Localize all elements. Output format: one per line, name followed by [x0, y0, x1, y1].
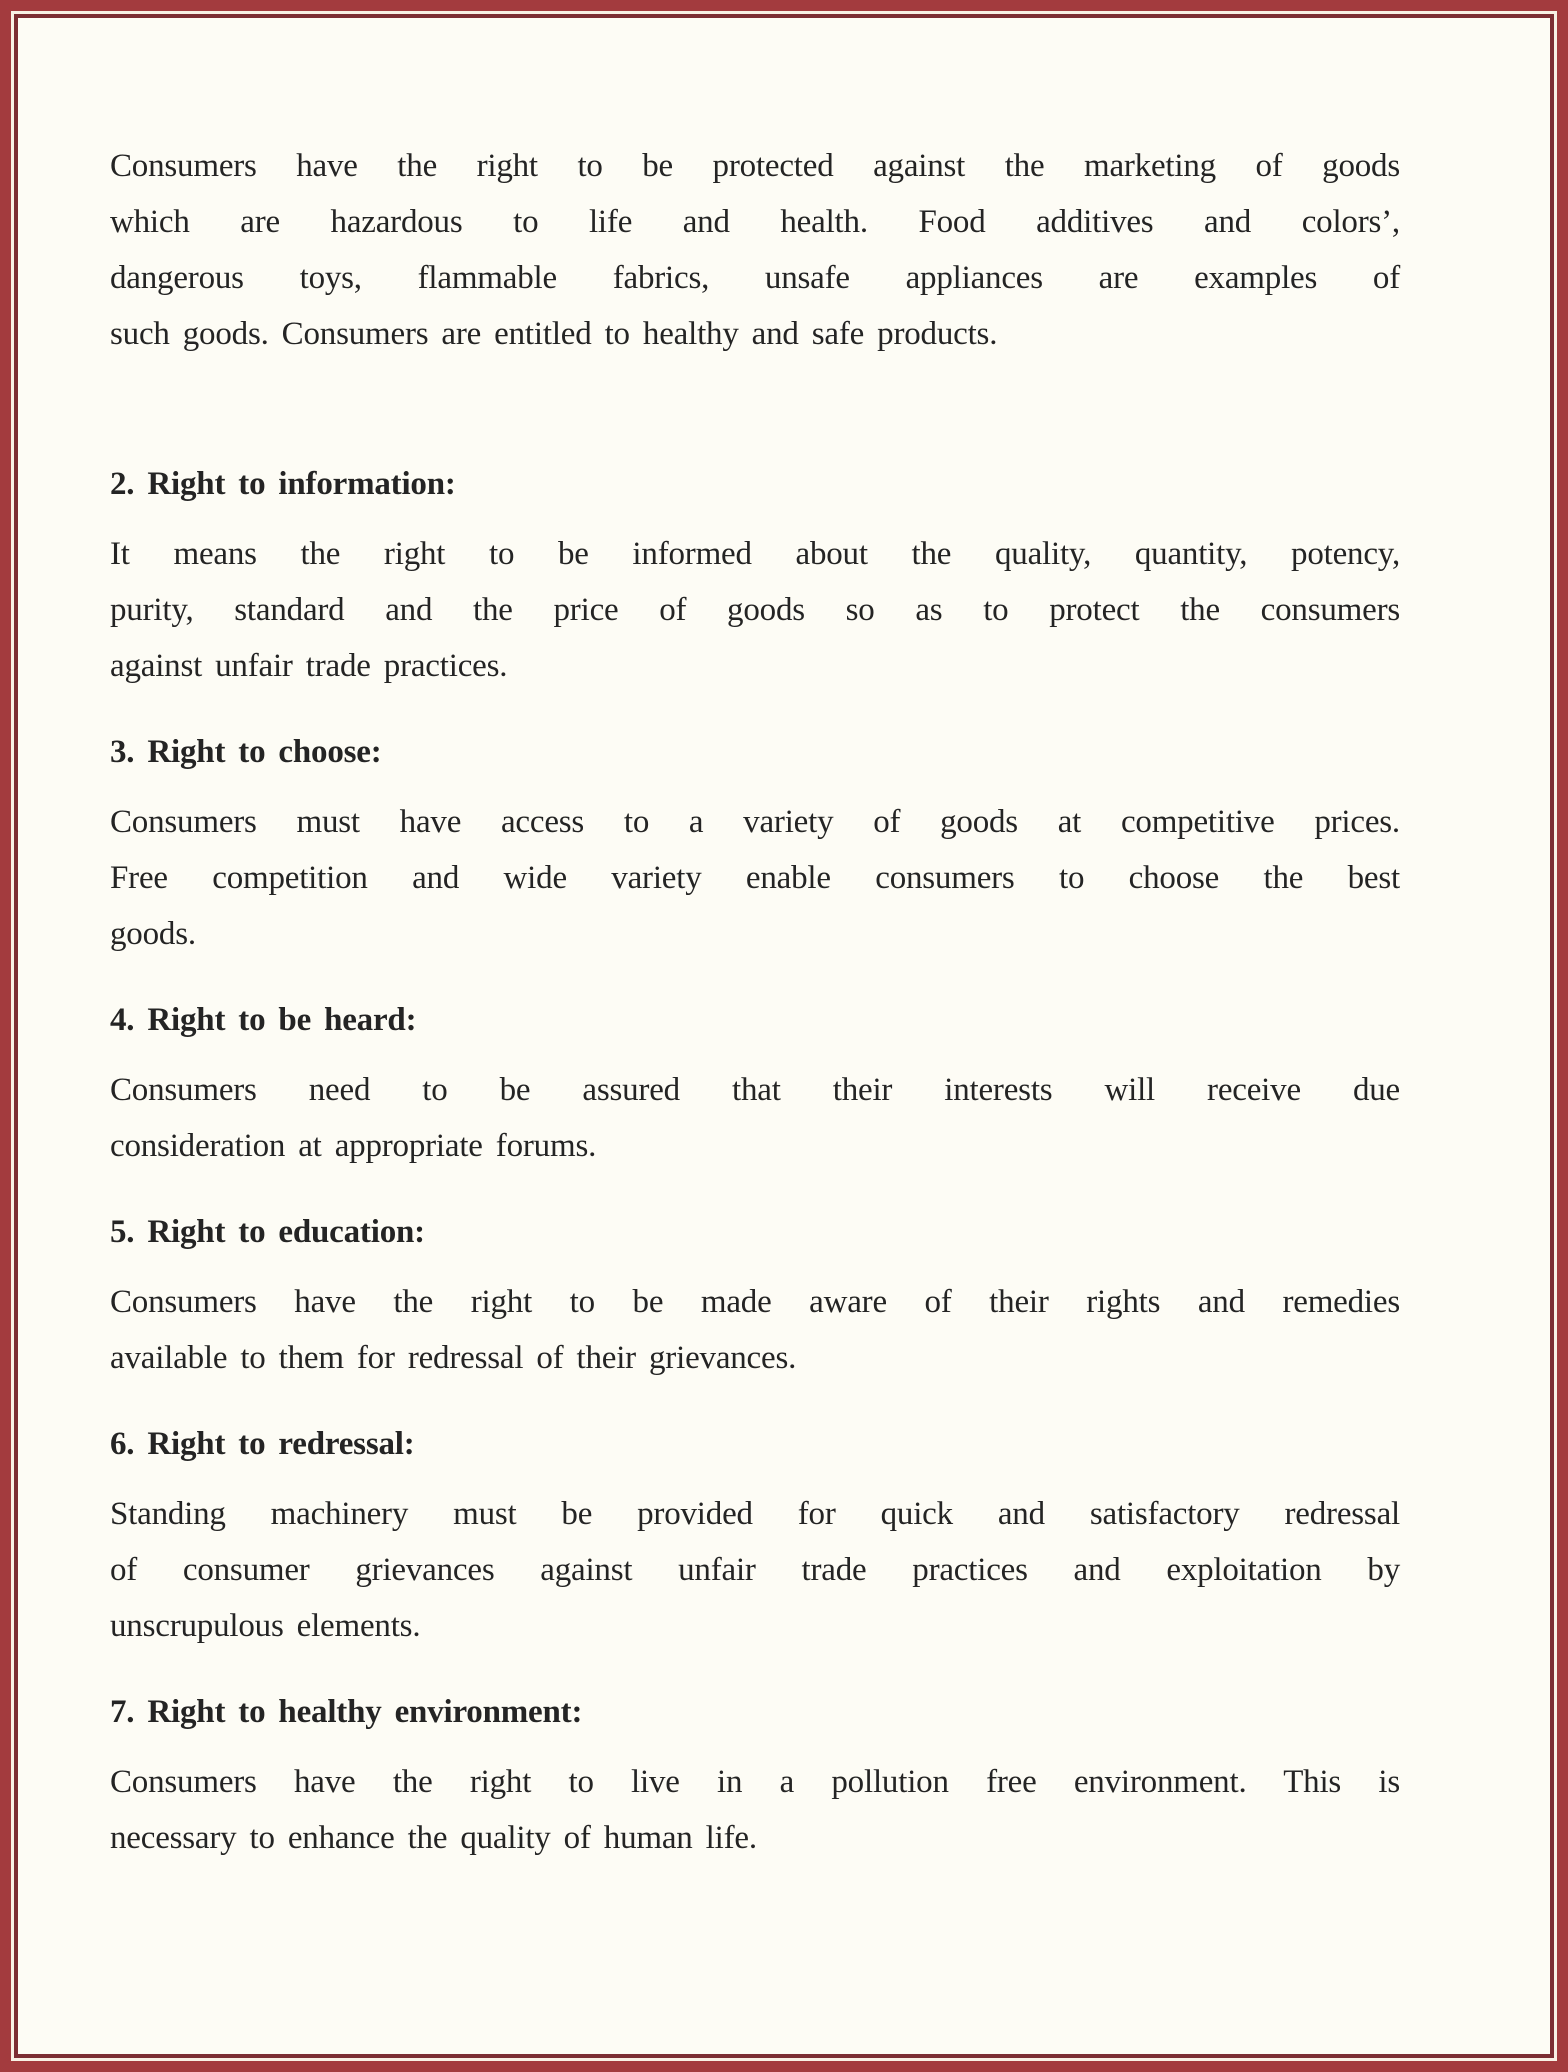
text-line: unscrupulous elements.	[110, 1608, 421, 1644]
section-paragraph	[110, 1062, 1400, 1174]
section-paragraph	[110, 1274, 1400, 1386]
section-heading: 6. Right to redressal:	[110, 1426, 415, 1462]
section-heading: 2. Right to information:	[110, 466, 456, 502]
text-line: necessary to enhance the quality of human life.	[110, 1820, 757, 1856]
section	[110, 1422, 1400, 1654]
section-heading: 7. Right to healthy environment:	[110, 1694, 583, 1730]
text-line: goods.	[110, 916, 196, 952]
text-line: dangerous toys, flammable fabrics, unsafe appliances are examples of	[110, 260, 1400, 296]
section-paragraph	[110, 1486, 1400, 1654]
text-line: Standing machinery must be provided for quick and satisfactory redressal	[110, 1496, 1400, 1532]
text-line: Consumers have the right to live in a pollution free environment. This is	[110, 1764, 1400, 1800]
text-line: of consumer grievances against unfair trade practices and exploitation by	[110, 1552, 1400, 1588]
section-paragraph	[110, 794, 1400, 962]
text-line: such goods. Consumers are entitled to healthy and safe products.	[110, 316, 998, 352]
section	[110, 462, 1400, 694]
page-border-inner	[14, 14, 1554, 2058]
text-line: Consumers have the right to be made aware of their rights and remedies	[110, 1284, 1400, 1320]
document-content	[18, 18, 1550, 2054]
text-line: consideration at appropriate forums.	[110, 1128, 597, 1164]
text-line: Consumers must have access to a variety of goods at competitive prices.	[110, 804, 1400, 840]
section	[110, 730, 1400, 962]
text-line: purity, standard and the price of goods so as to protect the consumers	[110, 592, 1400, 628]
section	[110, 1210, 1400, 1386]
section-paragraph	[110, 1754, 1400, 1866]
sections-container	[110, 462, 1400, 1866]
text-line: against unfair trade practices.	[110, 648, 508, 684]
section	[110, 1690, 1400, 1866]
text-line: which are hazardous to life and health. Food additives and colors’,	[110, 204, 1400, 240]
section-heading: 3. Right to choose:	[110, 734, 382, 770]
text-line: Consumers need to be assured that their interests will receive due	[110, 1072, 1400, 1108]
text-line: available to them for redressal of their grievances.	[110, 1340, 797, 1376]
section	[110, 998, 1400, 1174]
text-line: It means the right to be informed about the quality, quantity, potency,	[110, 536, 1400, 572]
text-line: Consumers have the right to be protected against the marketing of goods	[110, 148, 1400, 184]
section-heading: 4. Right to be heard:	[110, 1002, 417, 1038]
section-heading: 5. Right to education:	[110, 1214, 425, 1250]
page-border-gap	[11, 11, 1557, 2061]
section-paragraph	[110, 526, 1400, 694]
intro-paragraph	[110, 138, 1400, 362]
text-line: Free competition and wide variety enable consumers to choose the best	[110, 860, 1400, 896]
